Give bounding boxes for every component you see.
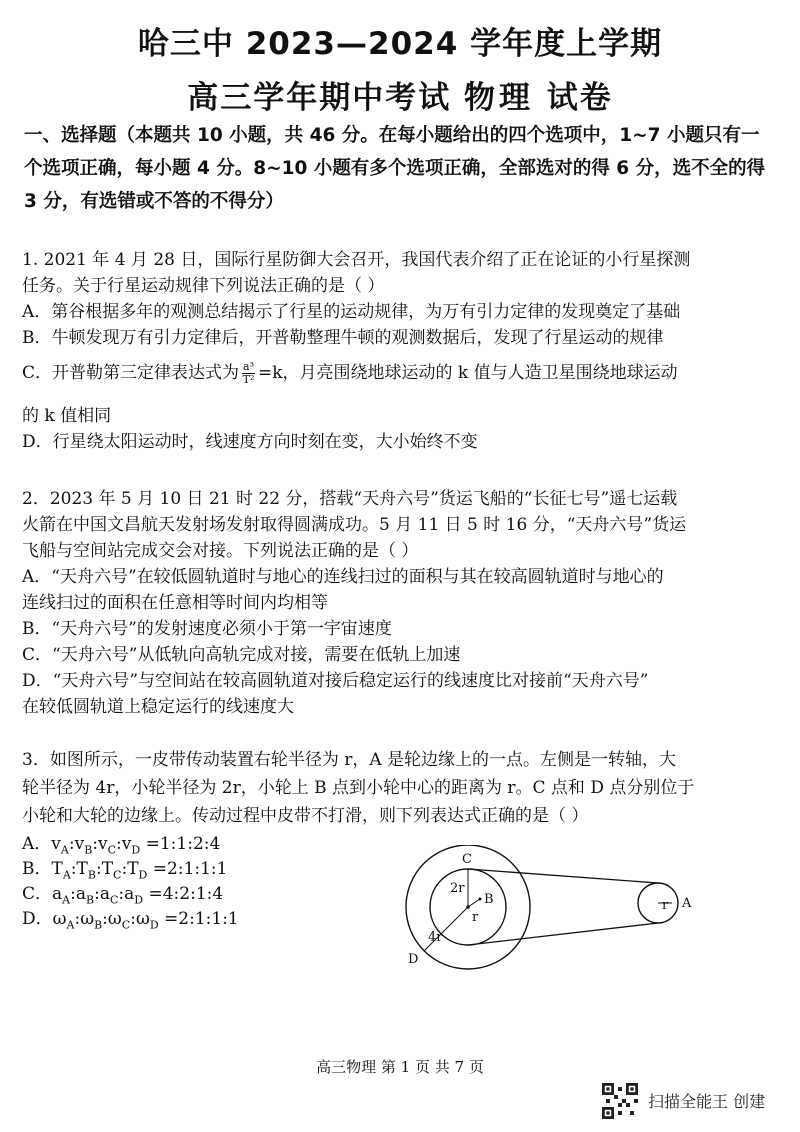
q2-stem-line3: 飞船与空间站完成交会对接。下列说法正确的是（ ） [22, 541, 419, 561]
q2-option-d-line1: D．“天舟六号”与空间站在较高圆轨道对接后稳定运行的线速度比对接前“天舟六号” [22, 671, 649, 691]
label-4r: 4r [428, 930, 443, 945]
label-b: B [484, 892, 494, 907]
exam-title-suffix: 试卷 [534, 80, 613, 116]
section-instructions-line2: 个选项正确，每小题 4 分。8~10 小题有多个选项正确，全部选对的得 6 分，选不全的得 [24, 158, 766, 179]
q3-option-a: A．$v_A:v_B:v_C:v_D$ =1:1:2:4 [22, 834, 221, 857]
q3-option-c-ratio: =4:2:1:4 [143, 884, 224, 904]
section-instructions-line3: 3 分，有选错或不答的不得分） [24, 191, 284, 212]
q3-option-d: D．$\omega_A:\omega_B:\omega_C:\omega_D$ =2:1:1:1 [22, 909, 239, 932]
qr-code-icon [602, 1083, 638, 1119]
sub-a: A [60, 843, 69, 857]
kepler-fraction [242, 361, 255, 386]
sub-b: B [85, 893, 95, 907]
sym: a [52, 884, 63, 904]
label-d: D [408, 952, 419, 967]
sym: v [74, 834, 85, 854]
label-2r: 2r [450, 881, 465, 896]
sym: v [51, 834, 61, 854]
label-r-inner: r [472, 910, 479, 925]
sub-c: C [121, 918, 131, 932]
q1-option-c [22, 358, 678, 386]
q3-option-c-prefix: C． [22, 884, 53, 904]
sym: a [124, 884, 135, 904]
q2-option-b: B．“天舟六号”的发射速度必须小于第一宇宙速度 [22, 619, 392, 639]
sub-a: A [62, 868, 71, 882]
page-footer: 高三物理 第 1 页 共 7 页 [316, 1058, 484, 1076]
q1-stem-line2: 任务。关于行星运动规律下列说法正确的是（ ） [22, 276, 385, 296]
q3-option-d-prefix: D． [22, 909, 53, 929]
radius-r-inner [468, 899, 480, 907]
sub-d: D [149, 918, 159, 932]
sub-d: D [134, 893, 144, 907]
q2-option-a-line1: A．“天舟六号”在较低圆轨道时与地心的连线扫过的面积与其在较高圆轨道时与地心的 [22, 567, 664, 587]
q3-stem-line2: 轮半径为 4r，小轮半径为 2r，小轮上 B 点到小轮中心的距离为 r。C 点和 D 点分别位于 [22, 778, 695, 798]
q3-option-b-ratio: =2:1:1:1 [147, 859, 228, 879]
q2-stem-line2: 火箭在中国文昌航天发射场发射取得圆满成功。5 月 11 日 5 时 16 分，“天舟六号”货运 [22, 515, 687, 535]
sub-c: C [109, 893, 119, 907]
sub-a: A [66, 918, 75, 932]
sym: ω [107, 909, 122, 929]
sym: ω [52, 909, 67, 929]
q2-stem-line1: 2．2023 年 5 月 10 日 21 时 22 分，搭载“天舟六号”货运飞船的“长征七号”遥七运载 [22, 489, 678, 509]
label-c: C [462, 852, 472, 867]
label-r-right: r [662, 898, 669, 913]
sub-d: D [131, 843, 141, 857]
sym: T [101, 859, 114, 879]
sub-d: D [138, 868, 148, 882]
sym: a [75, 884, 86, 904]
sym: ω [135, 909, 150, 929]
q3-stem-line3: 小轮和大轮的边缘上。传动过程中皮带不打滑，则下列表达式正确的是（ ） [22, 806, 589, 826]
scanner-watermark: 扫描全能王 创建 [648, 1092, 766, 1111]
q3-option-a-prefix: A． [22, 834, 52, 854]
sub-c: C [107, 843, 117, 857]
q2-option-c: C．“天舟六号”从低轨向高轨完成对接，需要在低轨上加速 [22, 645, 461, 665]
sym: T [127, 859, 139, 879]
belt-bottom [468, 923, 658, 945]
sub-b: B [94, 918, 103, 932]
q3-option-d-ratio: =2:1:1:1 [158, 909, 239, 929]
q1-option-c-post: =k，月亮围绕地球运动的 k 值与人造卫星围绕地球运动 [257, 363, 678, 383]
exam-title-line2 [0, 72, 800, 117]
q1-option-b: B．牛顿发现万有引力定律后，开普勒整理牛顿的观测数据后，发现了行星运动的规律 [22, 328, 664, 348]
sub-b: B [87, 868, 96, 882]
sub-a: A [62, 893, 71, 907]
point-b [479, 898, 482, 901]
label-a: A [682, 896, 692, 911]
q1-option-c-line2: 的 k 值相同 [22, 406, 112, 426]
q2-option-a-line2: 连线扫过的面积在任意相等时间内均相等 [22, 593, 328, 613]
q1-option-c-pre: C．开普勒第三定律表达式为 [22, 363, 240, 383]
sub-b: B [84, 843, 93, 857]
q1-option-a: A．第谷根据多年的观测总结揭示了行星的运动规律，为万有引力定律的发现奠定了基础 [22, 302, 681, 322]
belt-drive-diagram [400, 845, 710, 975]
sym: a [99, 884, 110, 904]
exam-subject: 物理 [464, 80, 534, 116]
q3-option-b: B．$T_A:T_B:T_C:T_D$ =2:1:1:1 [22, 859, 228, 882]
sub-c: C [113, 868, 122, 882]
fraction-numerator: a³ [243, 360, 254, 373]
q3-stem-line1: 3．如图所示，一皮带传动装置右轮半径为 r，A 是轮边缘上的一点。左侧是一转轴，大 [22, 750, 677, 770]
exam-title-line1: 哈三中 2023—2024 学年度上学期 [137, 26, 663, 62]
exam-title-prefix: 高三学年期中考试 [187, 80, 464, 116]
q2-option-d-line2: 在较低圆轨道上稳定运行的线速度大 [22, 697, 294, 717]
sym: v [98, 834, 108, 854]
fraction-denominator: T² [242, 373, 255, 386]
q3-option-a-ratio: =1:1:2:4 [140, 834, 221, 854]
axle-center [466, 905, 470, 909]
q1-option-d: D．行星绕太阳运动时，线速度方向时刻在变，大小始终不变 [22, 432, 478, 452]
sym: v [121, 834, 132, 854]
q3-option-c: C．$a_A:a_B:a_C:a_D$ =4:2:1:4 [22, 884, 224, 907]
sym: T [51, 859, 63, 879]
sym: T [76, 859, 88, 879]
sym: ω [80, 909, 95, 929]
q3-option-b-prefix: B． [22, 859, 52, 879]
q1-stem-line1: 1. 2021 年 4 月 28 日，国际行星防御大会召开，我国代表介绍了正在论证的小行星探测 [22, 250, 691, 270]
section-instructions-line1: 一、选择题（本题共 10 小题，共 46 分。在每小题给出的四个选项中，1~7 小题只有一 [24, 125, 760, 146]
